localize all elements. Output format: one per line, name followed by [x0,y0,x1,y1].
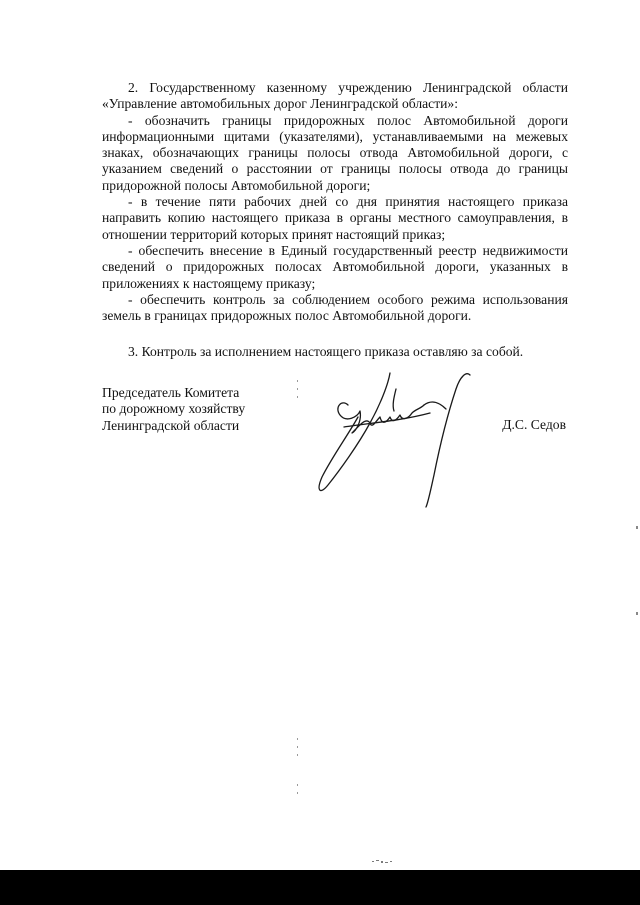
paragraph-send-copy: - в течение пяти рабочих дней со дня принятия настоящего приказа направить копию настоящего приказа в органы местного самоуправления, в отношении территорий которых принят настоящий приказ; [102,194,568,242]
signatory-name: Д.С. Седов [502,417,566,432]
paragraph-register: - обеспечить внесение в Единый государственный реестр недвижимости сведений о придорожных полосах Автомобильной дороги, указанных в приложениях к настоящему приказу; [102,242,568,291]
scan-artifact [297,754,298,756]
signatory-title-line: по дорожному хозяйству [102,401,246,417]
scan-artifact [297,792,298,794]
paragraph-item-3: 3. Контроль за исполнением настоящего приказа оставляю за собой. [128,344,524,360]
paragraph-item-2: 2. Государственному казенному учреждению Ленинградской области «Управление автомобильных дорог Ленинградской области»: [102,80,568,112]
signatory-title-line: Ленинградской области [102,417,240,433]
scan-smudge [370,858,398,866]
signatory-title [102,385,245,434]
signatory-title-line: Председатель Комитета [102,385,240,400]
scan-artifact [297,396,298,398]
scan-artifact [297,738,298,740]
scan-bottom-bar [0,870,640,905]
scan-edge-mark [636,612,638,615]
scan-artifact [297,784,298,786]
document-body [102,80,568,361]
paragraph-mark-boundaries: - обозначить границы придорожных полос Автомобильной дороги информационными щитами (указателями), устанавливаемыми на межевых знаках, обозначающих границы полосы отвода Автомобильной дороги, с указанием сведений о расстоянии от границы полосы отвода до границы придорожной полосы Автомобильной дороги; [102,112,568,193]
paragraph-control-regime: - обеспечить контроль за соблюдением особого режима использования земель в границах придорожных полос Автомобильной дороги. [102,291,568,324]
handwritten-signature [300,365,480,515]
scan-artifact [297,388,298,390]
scan-artifact [297,746,298,748]
scan-artifact [297,380,298,382]
scan-edge-mark [636,526,638,529]
